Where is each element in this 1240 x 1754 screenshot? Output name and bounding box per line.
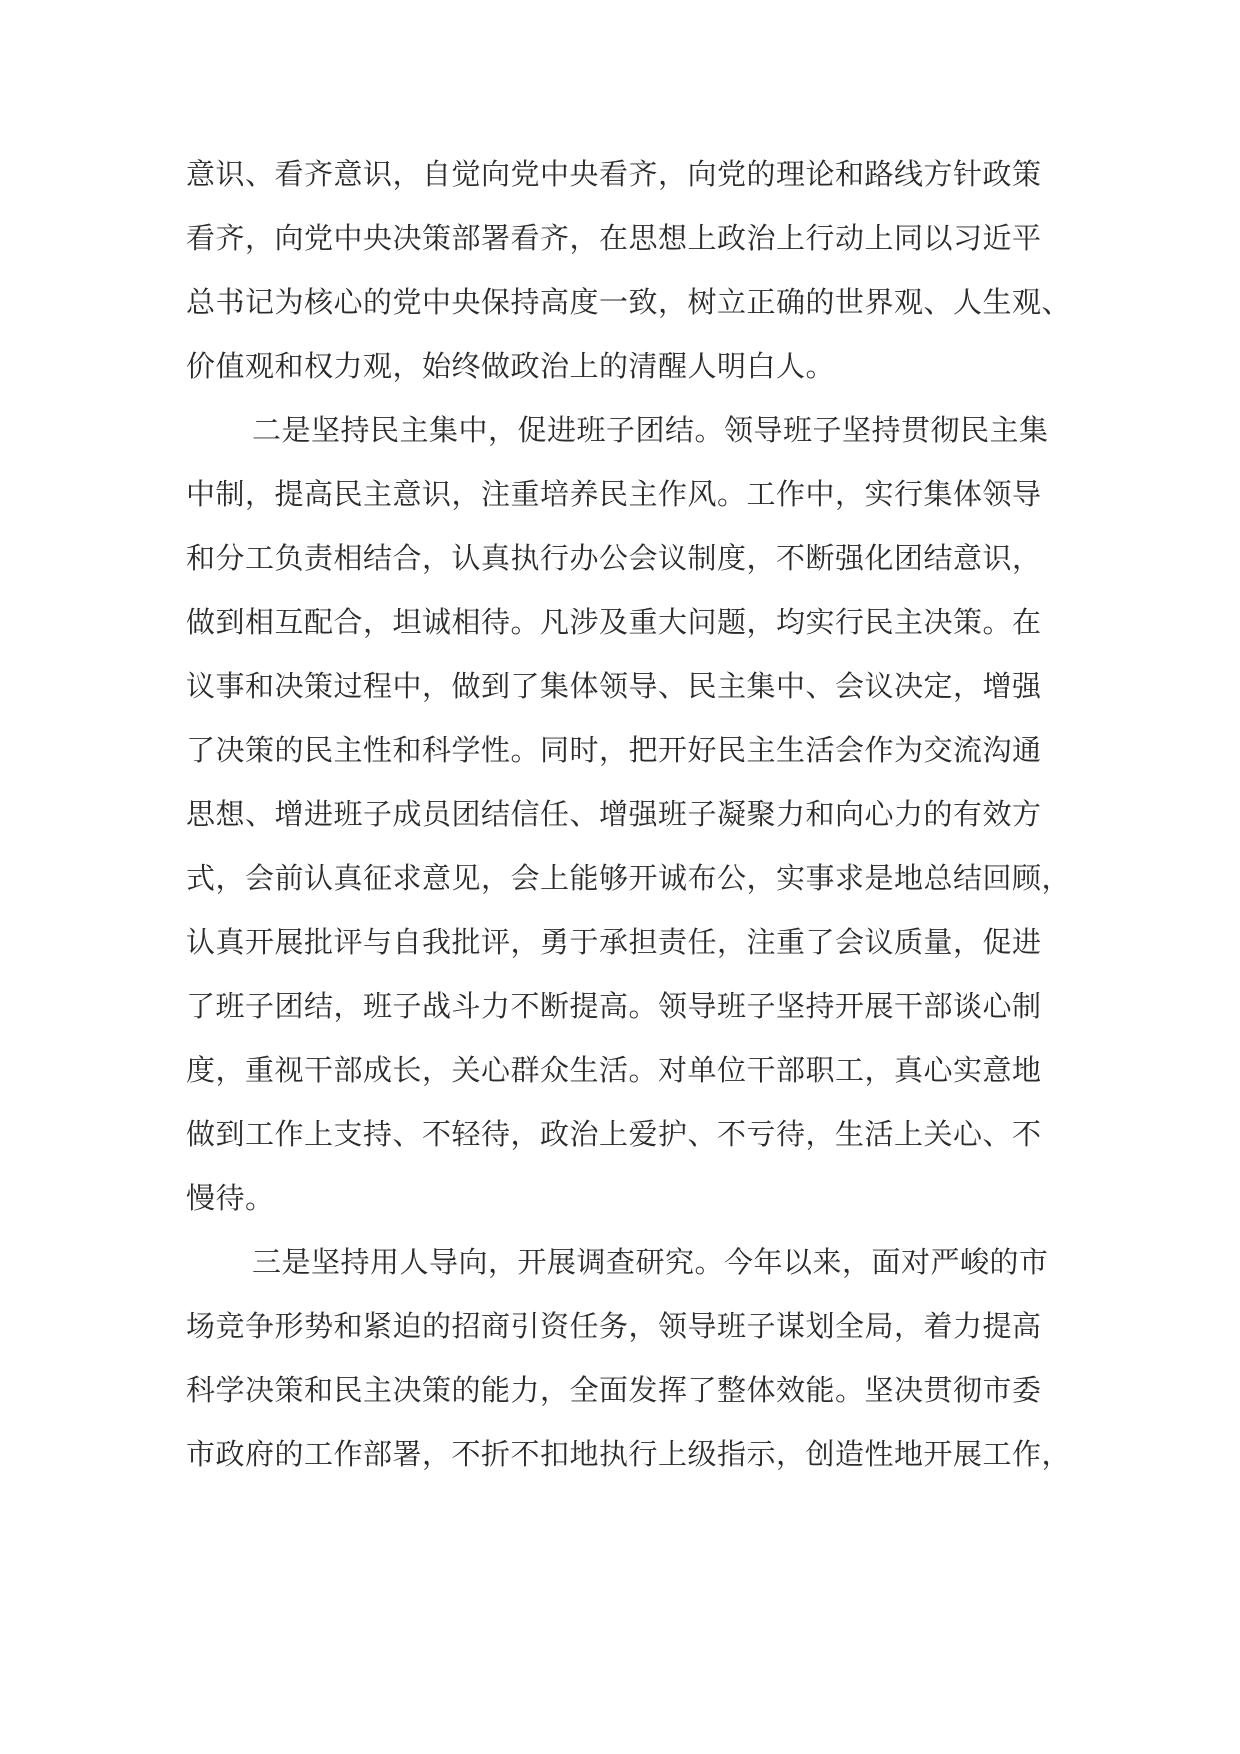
text-line: 做到工作上支持、不轻待，政治上爱护、不亏待，生活上关心、不 [186,1117,1042,1151]
paragraph-1 [186,142,1072,398]
text-line: 做到相互配合，坦诚相待。凡涉及重大问题，均实行民主决策。在 [186,605,1042,639]
text-line: 场竞争形势和紧迫的招商引资任务，领导班子谋划全局，着力提高 [186,1309,1042,1343]
text-line: 度，重视干部成长，关心群众生活。对单位干部职工，真心实意地 [186,1053,1042,1087]
text-line: 慢待。 [186,1181,275,1215]
text-line: 认真开展批评与自我批评，勇于承担责任，注重了会议质量，促进 [186,925,1042,959]
text-line: 二是坚持民主集中，促进班子团结。领导班子坚持贯彻民主集 [252,413,1049,447]
text-line: 看齐，向党中央决策部署看齐，在思想上政治上行动上同以习近平 [186,221,1042,255]
text-line: 价值观和权力观，始终做政治上的清醒人明白人。 [186,349,836,383]
text-line: 了决策的民主性和科学性。同时，把开好民主生活会作为交流沟通 [186,733,1042,767]
text-line: 三是坚持用人导向，开展调查研究。今年以来，面对严峻的市 [252,1245,1049,1279]
text-line: 市政府的工作部署，不折不扣地执行上级指示，创造性地开展工作， [186,1437,1072,1471]
paragraph-3 [186,1230,1072,1486]
text-line: 了班子团结，班子战斗力不断提高。领导班子坚持开展干部谈心制 [186,989,1042,1023]
text-line: 中制，提高民主意识，注重培养民主作风。工作中，实行集体领导 [186,477,1042,511]
paragraph-2 [186,398,1072,1230]
text-line: 议事和决策过程中，做到了集体领导、民主集中、会议决定，增强 [186,669,1042,703]
document-body [186,142,1072,1486]
text-line: 式，会前认真征求意见，会上能够开诚布公，实事求是地总结回顾， [186,861,1072,895]
text-line: 总书记为核心的党中央保持高度一致，树立正确的世界观、人生观、 [186,285,1072,319]
text-line: 意识、看齐意识，自觉向党中央看齐，向党的理论和路线方针政策 [186,157,1042,191]
text-line: 和分工负责相结合，认真执行办公会议制度，不断强化团结意识， [186,541,1042,575]
text-line: 科学决策和民主决策的能力，全面发挥了整体效能。坚决贯彻市委 [186,1373,1042,1407]
text-line: 思想、增进班子成员团结信任、增强班子凝聚力和向心力的有效方 [186,797,1042,831]
